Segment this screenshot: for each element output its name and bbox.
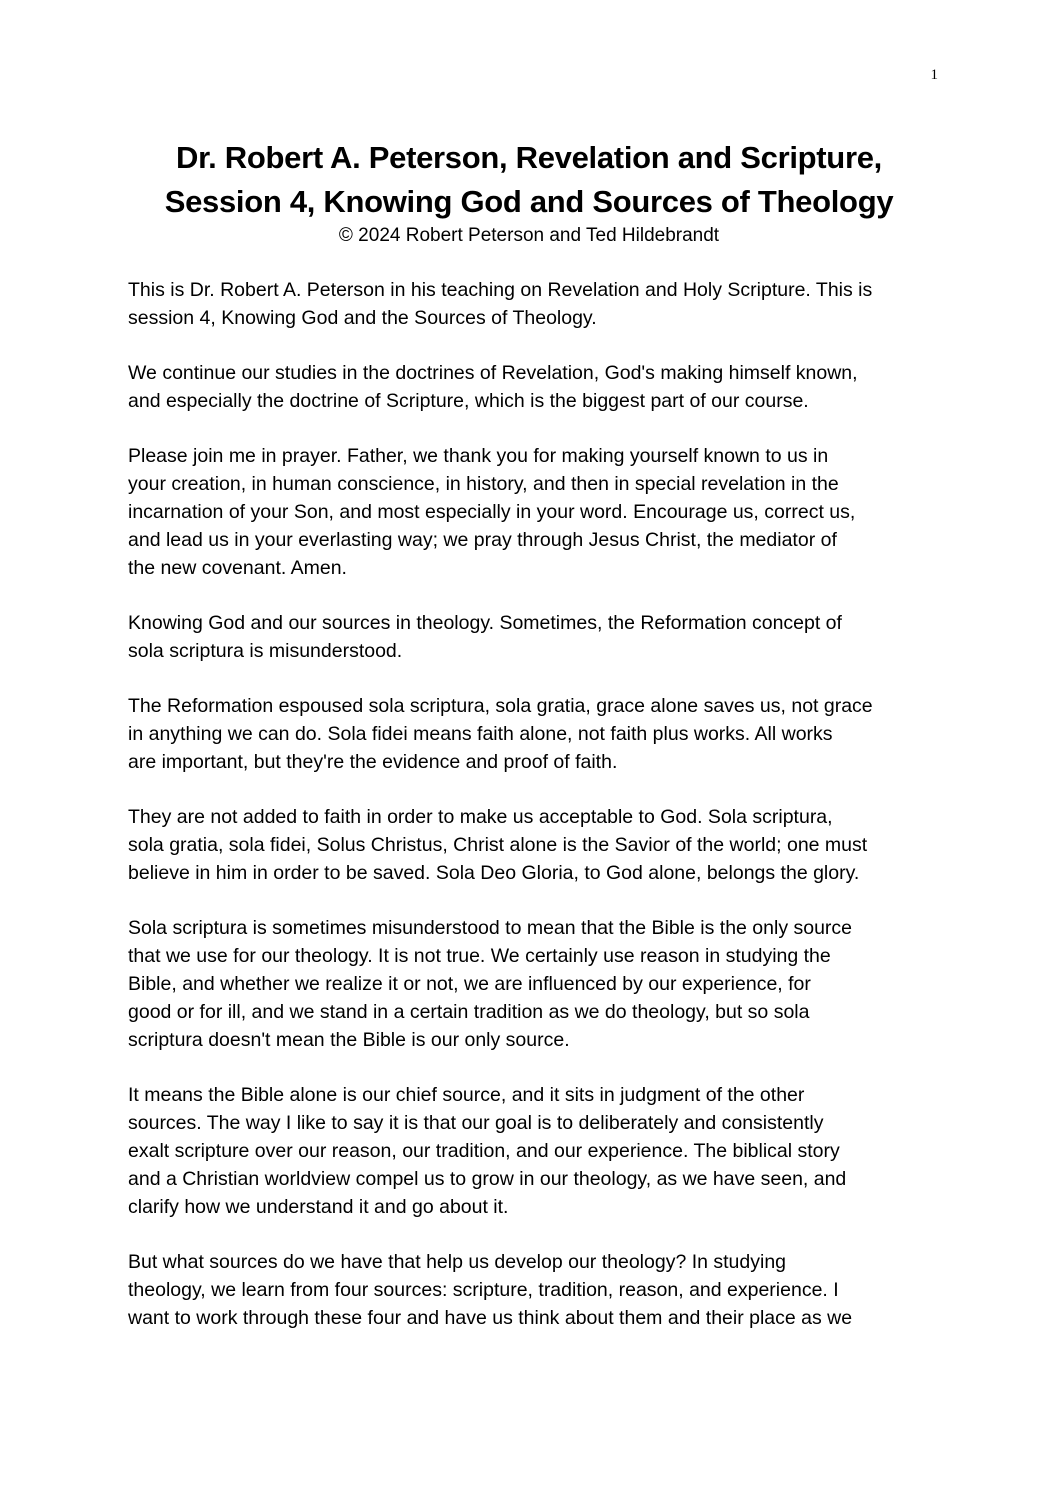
body-text	[128, 276, 948, 1359]
paragraph-line: sola gratia, sola fidei, Solus Christus, Christ alone is the Savior of the world; one must	[128, 834, 868, 856]
paragraph-line: Please join me in prayer. Father, we thank you for making yourself known to us in	[128, 445, 829, 467]
paragraph-line: sola scriptura is misunderstood.	[128, 640, 403, 662]
paragraph-line: But what sources do we have that help us develop our theology? In studying	[128, 1251, 787, 1273]
paragraph-line: Sola scriptura is sometimes misunderstood to mean that the Bible is the only source	[128, 917, 853, 939]
paragraph-line: sources. The way I like to say it is that our goal is to deliberately and consistently	[128, 1112, 824, 1134]
copyright-notice: © 2024 Robert Peterson and Ted Hildebrandt	[338, 225, 720, 246]
paragraph-line: your creation, in human conscience, in history, and then in special revelation in the	[128, 473, 839, 495]
paragraph-line: and a Christian worldview compel us to grow in our theology, as we have seen, and	[128, 1168, 847, 1190]
paragraph-line: Bible, and whether we realize it or not, we are influenced by our experience, for	[128, 973, 811, 995]
paragraph	[128, 276, 948, 332]
paragraph	[128, 359, 948, 415]
document-title-line-1: Dr. Robert A. Peterson, Revelation and Scripture,	[176, 140, 882, 175]
paragraph	[128, 803, 948, 887]
document-title-line-2: Session 4, Knowing God and Sources of Theology	[164, 184, 894, 219]
paragraph-line: incarnation of your Son, and most especially in your word. Encourage us, correct us,	[128, 501, 856, 523]
paragraph	[128, 1081, 948, 1221]
paragraph-line: This is Dr. Robert A. Peterson in his teaching on Revelation and Holy Scripture. This is	[128, 279, 873, 301]
paragraph-line: session 4, Knowing God and the Sources of Theology.	[128, 307, 597, 329]
paragraph	[128, 609, 948, 665]
paragraph-line: in anything we can do. Sola fidei means faith alone, not faith plus works. All works	[128, 723, 833, 745]
paragraph-line: scriptura doesn't mean the Bible is our only source.	[128, 1029, 570, 1051]
paragraph-line: and especially the doctrine of Scripture, which is the biggest part of our course.	[128, 390, 809, 412]
paragraph	[128, 442, 948, 582]
paragraph-line: It means the Bible alone is our chief source, and it sits in judgment of the other	[128, 1084, 805, 1106]
paragraph-line: clarify how we understand it and go about it.	[128, 1196, 509, 1218]
paragraph-line: good or for ill, and we stand in a certain tradition as we do theology, but so sola	[128, 1001, 810, 1023]
paragraph-line: They are not added to faith in order to make us acceptable to God. Sola scriptura,	[128, 806, 833, 828]
paragraph-line: The Reformation espoused sola scriptura, sola gratia, grace alone saves us, not grace	[128, 695, 873, 717]
paragraph-line: theology, we learn from four sources: scripture, tradition, reason, and experience. I	[128, 1279, 839, 1301]
paragraph-line: exalt scripture over our reason, our tradition, and our experience. The biblical story	[128, 1140, 840, 1162]
paragraph-line: are important, but they're the evidence and proof of faith.	[128, 751, 618, 773]
paragraph-line: want to work through these four and have us think about them and their place as we	[128, 1307, 853, 1329]
title-block	[110, 136, 948, 248]
page-number: 1	[930, 67, 938, 83]
paragraph-line: Knowing God and our sources in theology. Sometimes, the Reformation concept of	[128, 612, 842, 634]
paragraph-line: the new covenant. Amen.	[128, 557, 347, 579]
paragraph	[128, 914, 948, 1054]
paragraph	[128, 1248, 948, 1332]
paragraph	[128, 692, 948, 776]
paragraph-line: believe in him in order to be saved. Sola Deo Gloria, to God alone, belongs the glory.	[128, 862, 860, 884]
paragraph-line: and lead us in your everlasting way; we pray through Jesus Christ, the mediator of	[128, 529, 837, 551]
paragraph-line: that we use for our theology. It is not true. We certainly use reason in studying the	[128, 945, 831, 967]
paragraph-line: We continue our studies in the doctrines of Revelation, God's making himself known,	[128, 362, 858, 384]
